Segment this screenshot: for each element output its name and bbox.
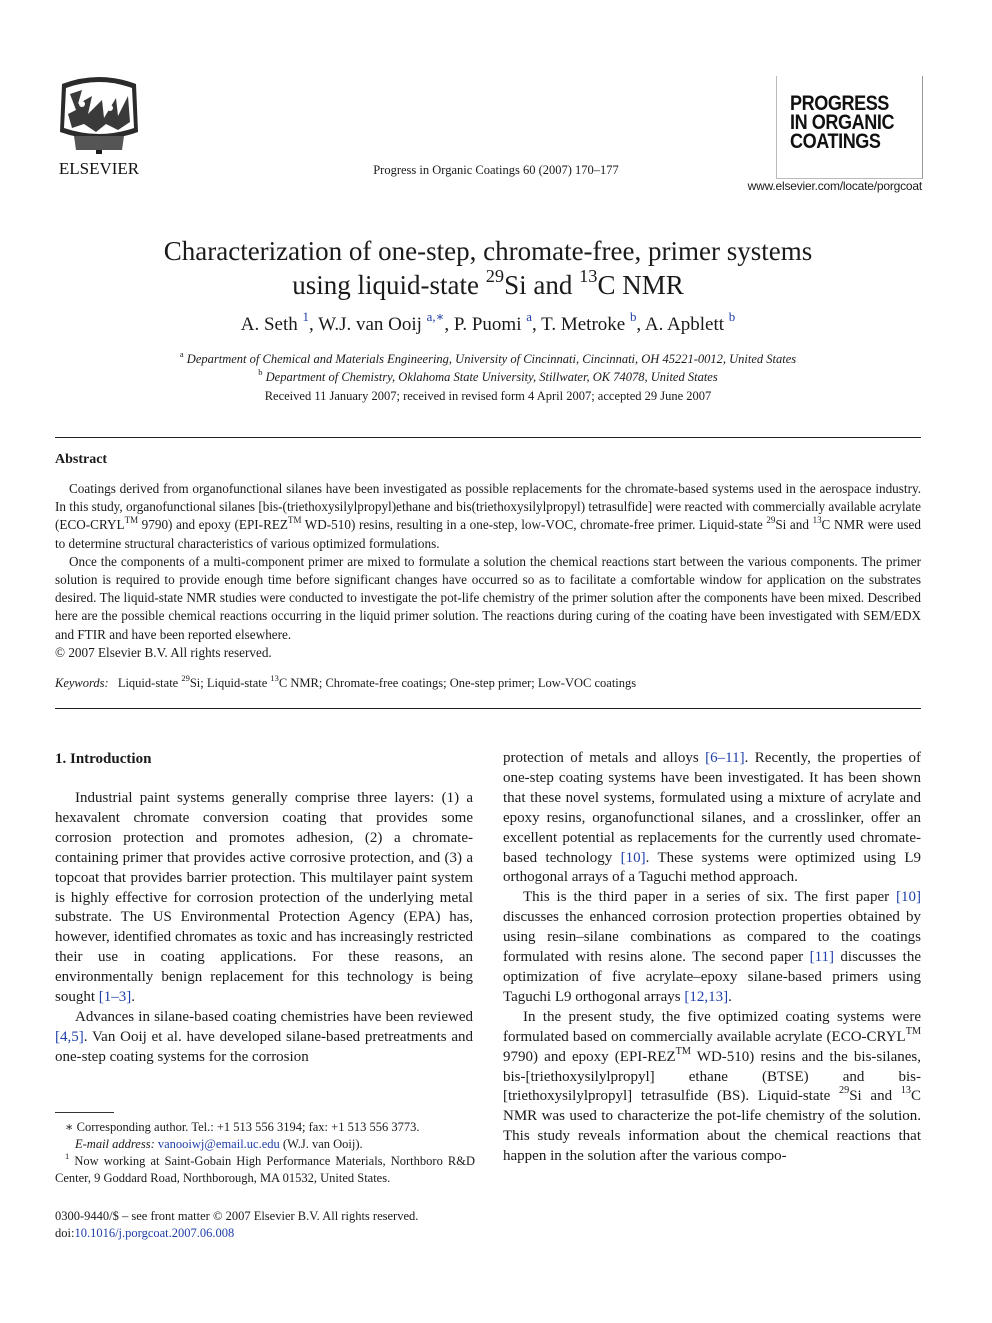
article-title: Characterization of one-step, chromate-free, primer systems using liquid-state $^{29}$Si and $^{13}$C NMR [163, 236, 813, 300]
right-column [503, 749, 921, 1167]
keywords: Keywords: Liquid-state $^{29}$Si; Liquid-state $^{13}$C NMR; Chromate-free coatings; One-step primer; Low-VOC coatings [55, 673, 637, 690]
author-name[interactable]: A. Seth [240, 314, 298, 335]
body-paragraph: protection of metals and alloys [6–11]. Recently, the properties of one-step coating systems have been investigated. It has been shown that these novel systems, formulated using a mixture of acrylate and epoxy resins, organofunctional silanes, and a crosslinker, offer an excellent potential as replacements for the currently used chromate-based technology [10]. These systems were optimized using L9 orthogonal arrays of a Taguchi method approach. [503, 750, 921, 886]
citation-link[interactable]: [11] [809, 949, 835, 966]
citation-link[interactable]: [10] [620, 849, 646, 866]
svg-text:ELSEVIER: ELSEVIER [58, 159, 140, 178]
journal-logo [790, 94, 915, 151]
body-paragraph: In the present study, the five optimized coating systems were formulated based on commercially available acrylate (ECO-CRYL™ 9790) and epoxy (EPI-REZ™ WD-510) resins and the bis-silanes, bis-[triethoxysilylpropyl] ethane (BTSE) and bis-[triethoxysilylpropyl] tetrasulfide (BS). Liquid-state $^{29}$Si and $^{13}$C NMR was used to characterize the pot-life chemistry of the solution. This study reveals information about the chemical reactions that happen in the solution after the various compo- [503, 1008, 922, 1165]
journal-logo-line: IN ORGANIC [790, 111, 895, 134]
author-mark[interactable]: 1 [302, 309, 309, 325]
footnote-1: $^1$ Now working at Saint-Gobain High Performance Materials, Northboro R&D Center, 9 Goddard Road, Northborough, MA 01532, United States. [55, 1151, 475, 1185]
author-name[interactable]: A. Apblett [644, 314, 725, 335]
body-paragraph: This is the third paper in a series of six. The first paper [10] discusses the enhanced corrosion protection properties obtained by using resin–silane combinations as compared to the coatings formulated with resins alone. The second paper [11] discusses the optimization of five acrylate–epoxy silane-based primers using Taguchi L9 orthogonal arrays [12,13]. [503, 889, 921, 1005]
email-link[interactable]: vanooiwj@email.uc.edu [157, 1137, 280, 1151]
author-name[interactable]: T. Metroke [541, 314, 626, 335]
citation-link[interactable]: [1–3] [98, 989, 132, 1006]
affiliations [0, 350, 976, 386]
received-dates: Received 11 January 2007; received in revised form 4 April 2007; accepted 29 June 2007 [264, 389, 712, 403]
abstract-heading: Abstract [55, 452, 108, 467]
author-mark[interactable]: b [728, 309, 736, 325]
citation-link[interactable]: [6–11] [705, 750, 745, 766]
footnote-email: E-mail address: vanooiwj@email.uc.edu (W.J. van Ooij). [75, 1137, 363, 1151]
journal-logo-line: COATINGS [790, 130, 881, 153]
affiliation: $^b$ Department of Chemistry, Oklahoma State University, Stillwater, OK 74078, United States [258, 367, 718, 384]
citation-link[interactable]: [4,5] [55, 1028, 84, 1045]
author-name[interactable]: P. Puomi [453, 314, 522, 335]
author-mark[interactable]: b [629, 309, 637, 325]
journal-logo-line: PROGRESS [790, 92, 889, 115]
author-name[interactable]: W.J. van Ooij [318, 314, 422, 335]
footnotes [55, 1119, 475, 1187]
body-paragraph: Industrial paint systems generally comprise three layers: (1) a hexavalent chromate conversion coating that provides some corrosion protection and promotes adhesion, (2) a chromate-containing primer that provides active corrosive protection, and (3) a topcoat that provides barrier protection. This multilayer paint system is highly effective for corrosion protection of the underlying metal substrate. The US Environmental Protection Agency (EPA) has, however, identified chromates as toxic and has increasingly restricted their use in coating applications. For these reasons, an environmentally benign replacement for this technology is being sought [1–3]. [55, 790, 473, 1006]
citation-link[interactable]: [12,13] [684, 988, 729, 1005]
affiliation: $^a$ Department of Chemical and Materials Engineering, University of Cincinnati, Cincinnati, OH 45221-0012, United States [179, 349, 797, 366]
footnote-divider [55, 1112, 114, 1113]
divider [55, 437, 921, 438]
left-column [55, 749, 473, 1068]
abstract-paragraph: Coatings derived from organofunctional silanes have been investigated as possible replacements for the chromate-based systems used in the aerospace industry. In this study, organofunctional silanes [bis-(triethoxysilylpropyl)ethane and bis(triethoxysilylpropyl) tetrasulfide] were reacted with commercially available acrylate (ECO-CRYL™ 9790) and epoxy (EPI-REZ™ WD-510) resins, resulting in a one-step, low-VOC, chromate-free primer. Liquid-state $^{29}$Si and $^{13}$C NMR were used to determine structural characteristics of various optimized formulations. [55, 481, 921, 551]
copyright: © 2007 Elsevier B.V. All rights reserved. [55, 644, 272, 660]
author-mark[interactable]: a,∗ [426, 309, 445, 325]
author-list: A. Seth $^1$, W.J. van Ooij $^{a,∗}$, P. Puomi $^a$, T. Metroke $^b$, A. Apblett $^b$ [240, 309, 736, 335]
abstract-paragraph: Once the components of a multi-component primer are mixed to formulate a solution the chemical reactions start between the various components. The primer solution is required to provide enough time before significant changes have occurred so as to facilitate a comfortable window for application on the substrates desired. The liquid-state NMR studies were conducted to investigate the pot-life chemistry of the primer solution after the components have been mixed. Described here are the possible chemical reactions occurring in the liquid primer solution. The reactions during curing of the coating have been investigated with SEM/EDX and FTIR and have been reported elsewhere. [55, 553, 921, 642]
citation-link[interactable]: [10] [896, 889, 921, 906]
body-paragraph: Advances in silane-based coating chemistries have been reviewed [4,5]. Van Ooij et al. have developed silane-based pretreatments and one-step coating systems for the corrosion [55, 1008, 473, 1065]
front-matter: 0300-9440/$ – see front matter © 2007 Elsevier B.V. All rights reserved. doi:10.1016/j.porgcoat.2007.06.008 [55, 1209, 419, 1240]
keywords-label: Keywords: [55, 676, 109, 690]
doi-link[interactable]: 10.1016/j.porgcoat.2007.06.008 [74, 1226, 235, 1240]
divider [55, 708, 921, 709]
footnote-corresponding: ∗ Corresponding author. Tel.: +1 513 556 3194; fax: +1 513 556 3773. [65, 1120, 420, 1134]
abstract-body [55, 480, 921, 662]
journal-url[interactable]: www.elsevier.com/locate/porgcoat [747, 179, 922, 193]
journal-citation: Progress in Organic Coatings 60 (2007) 170–177 [373, 163, 619, 177]
section-heading: 1. Introduction [55, 751, 152, 767]
author-mark[interactable]: a [526, 309, 532, 325]
